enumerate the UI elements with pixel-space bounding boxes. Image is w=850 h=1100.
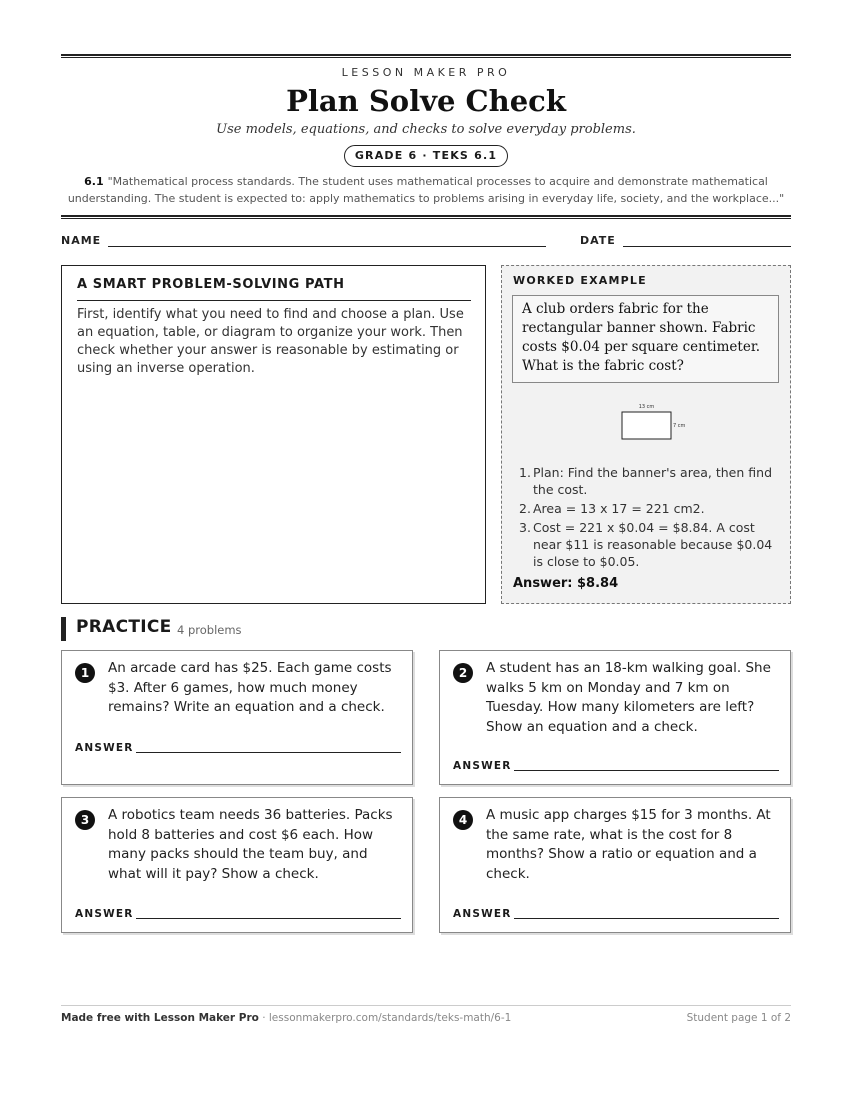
practice-title: PRACTICE	[76, 617, 172, 637]
answer-label: ANSWER	[453, 908, 512, 920]
problem-number-badge: 3	[75, 810, 95, 830]
worked-example-problem: A club orders fabric for the rectangular banner shown. Fabric costs $0.04 per square centimeter. What is the fabric cost?	[512, 295, 779, 383]
footer-url[interactable]: · lessonmakerpro.com/standards/teks-math/6-1	[258, 1012, 512, 1024]
problem-text: A student has an 18-km walking goal. She walks 5 km on Monday and 7 km on Tuesday. How many kilometers are left? Show an equation and a check.	[486, 660, 771, 735]
worked-example-label: WORKED EXAMPLE	[513, 274, 647, 287]
strategy-body: First, identify what you need to find and choose a plan. Use an equation, table, or diagram to organize your work. Then check whether your answer is reasonable by estimating or using an inverse operation.	[77, 307, 464, 376]
answer-field[interactable]	[136, 752, 401, 753]
footer-rule	[61, 1005, 791, 1006]
worked-step	[513, 519, 779, 570]
problem-card-3	[61, 797, 413, 933]
page-title: Plan Solve Check	[286, 84, 566, 118]
step-number: 3.	[519, 520, 531, 535]
step-text: Plan: Find the banner's area, then find the cost.	[533, 465, 773, 497]
problem-card-1	[61, 650, 413, 785]
problem-number-badge: 4	[453, 810, 473, 830]
problem-card-4	[439, 797, 791, 933]
answer-field[interactable]	[136, 918, 401, 919]
answer-field[interactable]	[514, 918, 779, 919]
footer-page-number: Student page 1 of 2	[686, 1012, 791, 1024]
problem-number-badge: 1	[75, 663, 95, 683]
strategy-title: A SMART PROBLEM-SOLVING PATH	[77, 276, 471, 301]
problem-text: A robotics team needs 36 batteries. Packs hold 8 batteries and cost $6 each. How many packs should the team buy, and what will it pay? Show a check.	[108, 807, 393, 882]
worksheet-page	[61, 0, 791, 1100]
step-number: 2.	[519, 501, 531, 516]
worked-step	[513, 500, 779, 517]
practice-accent-bar	[61, 617, 66, 641]
header-bottom-rule	[61, 215, 791, 219]
step-text: Cost = 221 x $0.04 = $8.84. A cost near $11 is reasonable because $0.04 is close to $0.05.	[533, 520, 773, 569]
answer-field[interactable]	[514, 770, 779, 771]
grade-badge: GRADE 6 · TEKS 6.1	[344, 145, 508, 167]
standard-text-line2: understanding. The student is expected to: apply mathematics to problems arising in everyday life, society, and the workplace..."	[67, 192, 785, 205]
worked-example-answer: Answer: $8.84	[513, 576, 619, 591]
worked-step	[513, 464, 779, 498]
answer-label: ANSWER	[75, 742, 134, 754]
problem-text: A music app charges $15 for 3 months. At the same rate, what is the cost for 8 months? Show a ratio or equation and a check.	[486, 807, 771, 882]
header-top-rule	[61, 54, 791, 58]
step-text: Area = 13 x 17 = 221 cm2.	[533, 501, 705, 516]
answer-label: ANSWER	[75, 908, 134, 920]
banner-rectangle-figure	[602, 396, 692, 446]
banner-width-label: 13 cm	[638, 404, 655, 410]
problem-number-badge: 2	[453, 663, 473, 683]
name-field[interactable]	[108, 246, 546, 247]
standard-code: 6.1	[84, 175, 104, 188]
answer-label: ANSWER	[453, 760, 512, 772]
problem-text: An arcade card has $25. Each game costs $3. After 6 games, how much money remains? Write an equation and a check.	[108, 660, 392, 715]
name-label: NAME	[61, 234, 102, 247]
practice-count: 4 problems	[177, 623, 242, 637]
footer-made-with: Made free with Lesson Maker Pro	[61, 1012, 259, 1024]
banner-rectangle	[622, 412, 671, 439]
date-field[interactable]	[623, 246, 791, 247]
footer-credit	[61, 1012, 511, 1024]
worked-example-box	[501, 265, 791, 604]
brand-name: LESSON MAKER PRO	[341, 66, 511, 79]
date-label: DATE	[580, 234, 616, 247]
worked-example-steps	[513, 464, 779, 572]
standard-statement	[61, 173, 791, 207]
problem-card-2	[439, 650, 791, 785]
banner-height-label: 7 cm	[673, 423, 686, 429]
standard-text-line1: "Mathematical process standards. The student uses mathematical processes to acquire and demonstrate mathematical	[107, 175, 768, 188]
page-subtitle: Use models, equations, and checks to solve everyday problems.	[216, 122, 636, 137]
strategy-box	[61, 265, 486, 604]
step-number: 1.	[519, 465, 531, 480]
